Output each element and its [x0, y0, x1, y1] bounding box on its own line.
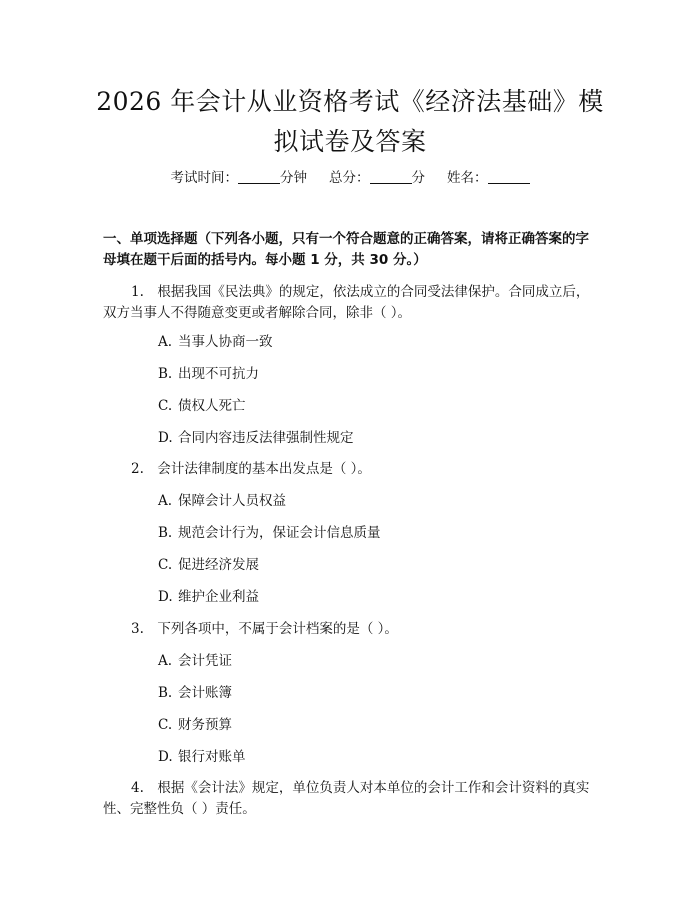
option-text: 会计账簿: [178, 685, 232, 701]
option-letter: A.: [158, 493, 173, 509]
option-text: 债权人死亡: [178, 398, 246, 414]
time-label: 考试时间：: [170, 170, 238, 186]
option-letter: A.: [158, 653, 173, 669]
option-item: [158, 428, 354, 448]
option-text: 财务预算: [178, 717, 232, 733]
option-text: 银行对账单: [178, 749, 246, 765]
question-stem: 1. 根据我国《民法典》的规定，依法成立的合同受法律保护。合同成立后，双方当事人不得随意变更或者解除合同，除非（ ）。: [103, 284, 590, 321]
score-blank: [370, 169, 412, 184]
option-item: [158, 491, 286, 511]
option-letter: A.: [158, 334, 173, 350]
option-text: 促进经济发展: [178, 557, 259, 573]
option-letter: B.: [158, 685, 173, 701]
option-item: [158, 523, 381, 543]
question-stem: 3. 下列各项中，不属于会计档案的是（ ）。: [131, 621, 398, 637]
option-item: [158, 683, 232, 703]
option-item: [158, 715, 232, 735]
option-letter: C.: [158, 717, 173, 733]
score-unit: 分: [411, 170, 425, 186]
option-item: [158, 747, 246, 767]
option-text: 当事人协商一致: [178, 334, 273, 350]
option-text: 维护企业利益: [178, 589, 259, 605]
option-text: 出现不可抗力: [178, 366, 259, 382]
option-item: [158, 555, 259, 575]
option-letter: D.: [158, 749, 173, 765]
option-item: [158, 651, 232, 671]
name-blank: [488, 169, 530, 184]
name-label: 姓名：: [447, 170, 488, 186]
option-item: [158, 396, 246, 416]
option-text: 保障会计人员权益: [178, 493, 286, 509]
question-stem: 2. 会计法律制度的基本出发点是（ ）。: [131, 461, 371, 477]
option-item: [158, 332, 273, 352]
option-letter: D.: [158, 589, 173, 605]
option-letter: D.: [158, 430, 173, 446]
section-heading: 一、单项选择题（下列各小题，只有一个符合题意的正确答案，请将正确答案的字母填在题干后面的括号内。每小题 1 分，共 30 分。）: [103, 231, 589, 268]
time-blank: [238, 169, 280, 184]
option-letter: B.: [158, 525, 173, 541]
time-unit: 分钟: [280, 170, 307, 186]
option-letter: C.: [158, 398, 173, 414]
option-item: [158, 587, 259, 607]
option-text: 会计凭证: [178, 653, 232, 669]
option-letter: C.: [158, 557, 173, 573]
option-item: [158, 364, 259, 384]
question-stem: 4. 根据《会计法》规定，单位负责人对本单位的会计工作和会计资料的真实性、完整性负（ ）责任。: [103, 780, 590, 817]
option-text: 合同内容违反法律强制性规定: [178, 430, 354, 446]
page-title: 2026 年会计从业资格考试《经济法基础》模拟试卷及答案: [96, 87, 604, 156]
option-text: 规范会计行为，保证会计信息质量: [178, 525, 381, 541]
score-label: 总分：: [329, 170, 370, 186]
exam-meta-line: [0, 168, 700, 188]
option-letter: B.: [158, 366, 173, 382]
